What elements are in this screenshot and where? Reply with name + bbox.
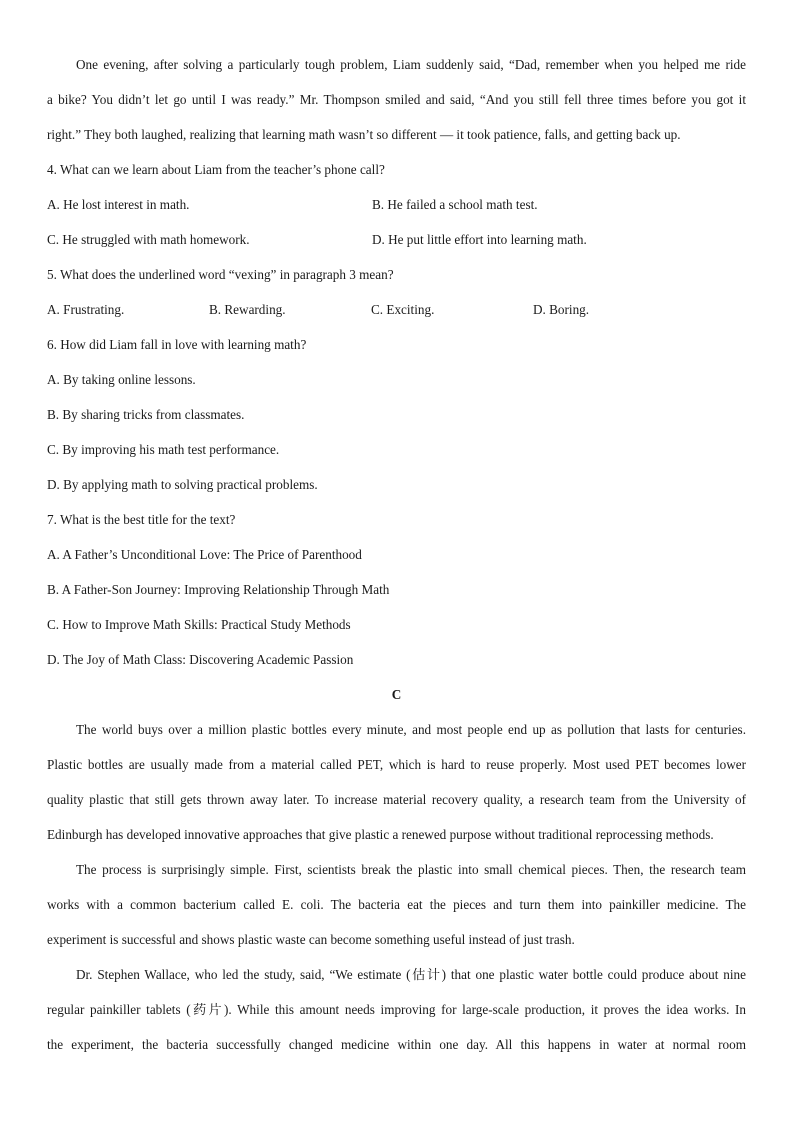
option-b: B. A Father-Son Journey: Improving Relationship Through Math xyxy=(47,582,390,597)
underlined-word: vexing xyxy=(234,267,271,282)
paragraph-line: works with a common bacterium called E. coli. The bacteria eat the pieces and turn them into painkiller medicine. The xyxy=(47,897,746,912)
option-b: B. Rewarding. xyxy=(209,302,286,317)
paragraph-line: the experiment, the bacteria successfully changed medicine within one day. All this happens in water at normal room xyxy=(47,1037,746,1052)
option-d: D. Boring. xyxy=(533,302,590,317)
section-heading: C xyxy=(391,687,402,702)
paragraph-line: Edinburgh has developed innovative approaches that give plastic a renewed purpose without traditional reprocessing methods. xyxy=(47,827,714,842)
question-7 xyxy=(47,509,746,684)
option-row xyxy=(47,229,746,264)
paragraph-line: Plastic bottles are usually made from a material called PET, which is hard to reuse properly. Most used PET becomes lower xyxy=(47,757,746,772)
option-c: C. By improving his math test performance. xyxy=(47,442,280,457)
paragraph-line: regular painkiller tablets (药片). While this amount needs improving for large-scale production, it proves the idea works. In xyxy=(47,1002,746,1017)
option-d: D. The Joy of Math Class: Discovering Academic Passion xyxy=(47,652,354,667)
option-a: A. A Father’s Unconditional Love: The Price of Parenthood xyxy=(47,547,362,562)
option-row xyxy=(47,194,746,229)
question-stem: 7. What is the best title for the text? xyxy=(47,512,236,527)
paragraph-line: experiment is successful and shows plastic waste can become something useful instead of just trash. xyxy=(47,932,575,947)
section-c-paragraph-1 xyxy=(47,719,746,859)
option-d: D. By applying math to solving practical problems. xyxy=(47,477,318,492)
exam-page xyxy=(47,54,746,1069)
paragraph-line: One evening, after solving a particularly tough problem, Liam suddenly said, “Dad, remember when you helped me ride xyxy=(76,57,746,72)
option-row xyxy=(47,299,746,334)
paragraph-line: quality plastic that still gets thrown away later. To increase material recovery quality, a research team from the University of xyxy=(47,792,746,807)
paragraph-line: a bike? You didn’t let go until I was ready.” Mr. Thompson smiled and said, “And you still fell three times before you got it xyxy=(47,92,746,107)
option-a: A. By taking online lessons. xyxy=(47,372,196,387)
paragraph-line: right.” They both laughed, realizing that learning math wasn’t so different — it took patience, falls, and getting back up. xyxy=(47,127,681,142)
paragraph-line: The process is surprisingly simple. First, scientists break the plastic into small chemical pieces. Then, the research team xyxy=(76,862,746,877)
question-stem: 6. How did Liam fall in love with learning math? xyxy=(47,337,307,352)
option-c: C. How to Improve Math Skills: Practical Study Methods xyxy=(47,617,351,632)
question-5 xyxy=(47,264,746,334)
stem-text: ” in paragraph 3 mean? xyxy=(270,267,394,282)
passage-b-ending xyxy=(47,54,746,159)
option-c: C. He struggled with math homework. xyxy=(47,232,250,247)
question-stem xyxy=(47,264,746,299)
section-c-paragraph-3 xyxy=(47,964,746,1069)
stem-text: 5. What does the underlined word “ xyxy=(47,267,235,282)
option-b: B. He failed a school math test. xyxy=(372,197,538,212)
option-d: D. He put little effort into learning math. xyxy=(372,232,587,247)
question-stem: 4. What can we learn about Liam from the teacher’s phone call? xyxy=(47,162,385,177)
paragraph-line: The world buys over a million plastic bottles every minute, and most people end up as pollution that lasts for centuries. xyxy=(76,722,746,737)
option-c: C. Exciting. xyxy=(371,302,435,317)
question-6 xyxy=(47,334,746,509)
option-a: A. He lost interest in math. xyxy=(47,197,190,212)
option-a: A. Frustrating. xyxy=(47,302,125,317)
question-4 xyxy=(47,159,746,264)
paragraph-line: Dr. Stephen Wallace, who led the study, said, “We estimate (估计) that one plastic water bottle could produce about nine xyxy=(76,967,746,982)
option-b: B. By sharing tricks from classmates. xyxy=(47,407,245,422)
section-c-paragraph-2 xyxy=(47,859,746,964)
